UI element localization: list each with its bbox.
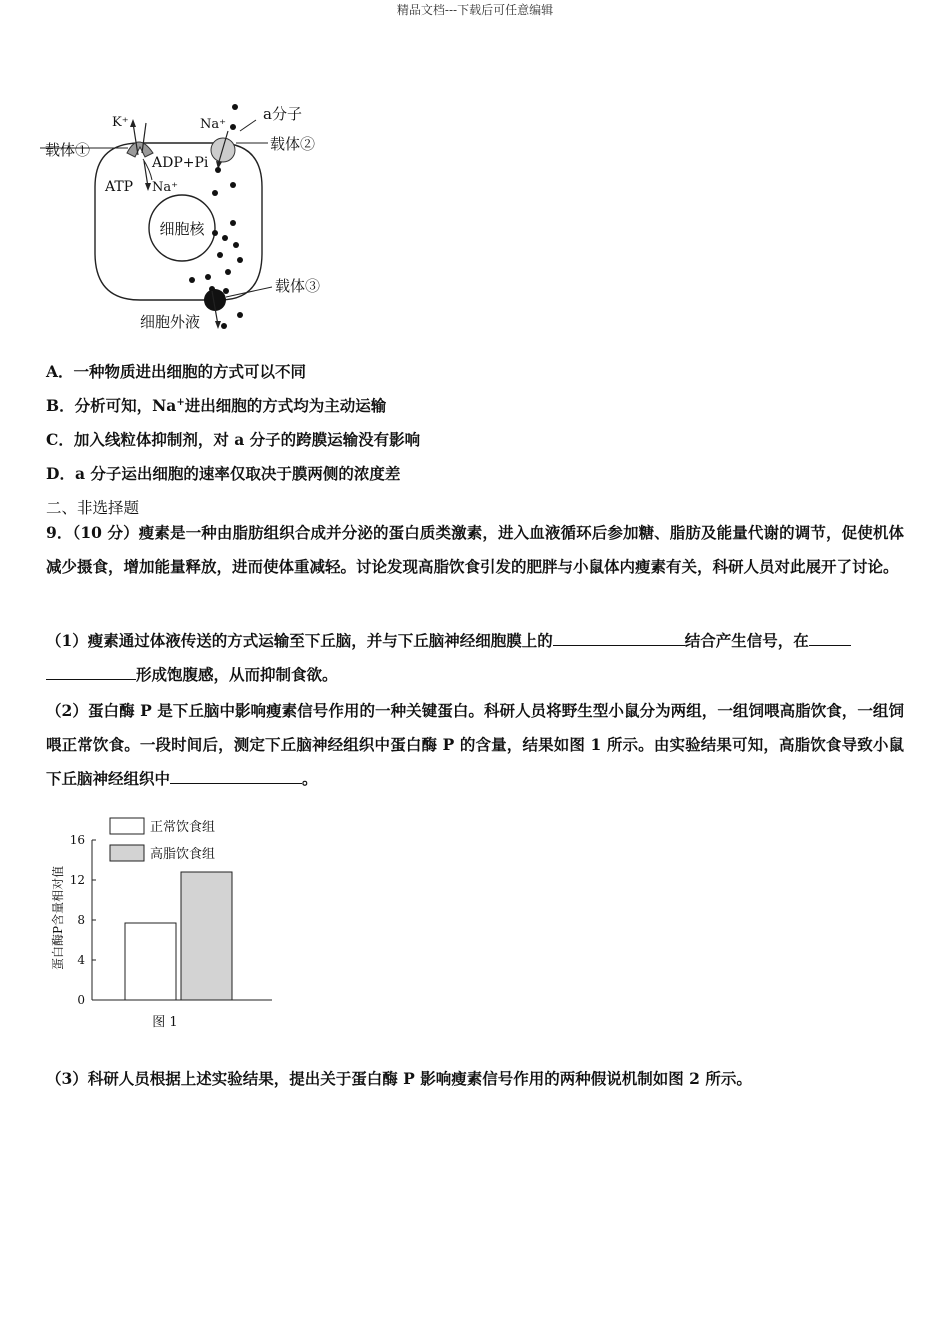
legend-label-normal: 正常饮食组: [150, 820, 216, 835]
legend-swatch-highfat: [110, 845, 144, 861]
k-ion-label: K⁺: [112, 115, 129, 130]
carrier1-label: 载体①: [45, 141, 91, 159]
carrier3-label: 载体③: [275, 277, 321, 295]
answer-blank-1[interactable]: [553, 629, 685, 646]
cell-transport-diagram: [40, 95, 340, 340]
carrier3-pointer: [226, 287, 272, 297]
nucleus-label: 细胞核: [159, 220, 205, 238]
a-molecule-label: a分子: [263, 105, 302, 123]
question-9-part2: （2）蛋白酶 P 是下丘脑中影响瘦素信号作用的一种关键蛋白。科研人员将野生型小鼠分为两组，一组饲喂高脂饮食，一组饲喂正常饮食。一段时间后，测定下丘脑神经组织中蛋白酶 P 的含量，结果如图 1 所示。由实验结果可知，高脂饮食导致小鼠下丘脑神经组织中 。: [46, 701, 904, 788]
legend-swatch-normal: [110, 818, 144, 834]
y-tick-label-1: 4: [77, 953, 85, 967]
carrier1-shape: [127, 142, 153, 157]
extracellular-label: 细胞外液: [140, 313, 201, 331]
legend-label-highfat: 高脂饮食组: [150, 847, 216, 862]
bar-high-fat-diet: [181, 872, 232, 1000]
answer-blank-3[interactable]: [170, 767, 302, 784]
y-tick-label-4: 16: [69, 833, 85, 847]
na-ion-top-label: Na⁺: [200, 117, 226, 132]
atp-label: ATP: [105, 179, 134, 195]
question-9-part3: （3）科研人员根据上述实验结果，提出关于蛋白酶 P 影响瘦素信号作用的两种假说机制如图 2 所示。: [46, 1069, 752, 1088]
bar-chart-figure-1: [40, 808, 300, 1038]
y-axis-label: 蛋白酶P含量相对值: [51, 865, 65, 970]
section-title: 二、非选择题: [46, 499, 140, 517]
chart-caption: 图 1: [152, 1015, 178, 1030]
page-header: 精品文档---下载后可任意编辑: [396, 3, 554, 17]
na-ion-inner-label: Na⁺: [152, 180, 178, 195]
y-tick-label-0: 0: [77, 993, 85, 1007]
y-tick-label-2: 8: [77, 913, 85, 927]
carrier2-label: 载体②: [270, 135, 316, 153]
option-c: C．加入线粒体抑制剂，对 a 分子的跨膜运输没有影响: [46, 430, 421, 449]
chart-bars: [125, 872, 232, 1000]
y-tick-label-3: 12: [69, 873, 85, 887]
answer-blank-2b[interactable]: [46, 663, 136, 680]
bar-normal-diet: [125, 923, 176, 1000]
option-d: D．a 分子运出细胞的速率仅取决于膜两侧的浓度差: [46, 464, 401, 483]
question-9-intro: 9．（10 分）瘦素是一种由脂肪组织合成并分泌的蛋白质类激素，进入血液循环后参加糖、脂肪及能量代谢的调节，促使机体减少摄食，增加能量释放，进而使体重减轻。讨论发现高脂饮食引发的肥胖与小鼠体内瘦素有关，科研人员对此展开了讨论。: [46, 523, 904, 576]
option-b: B．分析可知，Na+进出细胞的方式均为主动运输: [46, 396, 387, 415]
answer-blank-2a[interactable]: [809, 629, 851, 646]
option-a: A．一种物质进出细胞的方式可以不同: [46, 362, 307, 381]
adp-pi-label: ADP+Pi: [152, 155, 209, 171]
question-9-part1: （1）瘦素通过体液传送的方式运输至下丘脑，并与下丘脑神经细胞膜上的 结合产生信号，在 形成饱腹感，从而抑制食欲。: [46, 624, 904, 692]
